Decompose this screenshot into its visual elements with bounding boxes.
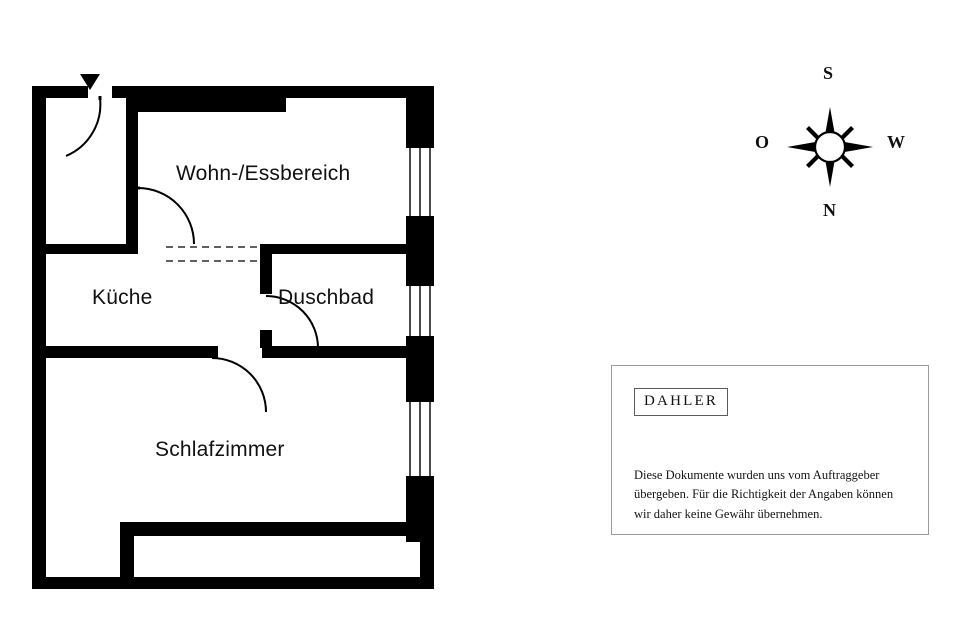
wall-interior-kitchen-top — [46, 244, 138, 254]
room-label-duschbad: Duschbad — [278, 286, 375, 309]
compass-label-north: N — [823, 200, 836, 220]
disclaimer-text: Diese Dokumente wurden uns vom Auftraggeber übergeben. Für die Richtigkeit der Angaben können wir daher keine Gewähr übernehmen. — [634, 468, 894, 521]
wall-interior-bath-left-upper — [260, 254, 272, 294]
wall-exterior-left — [32, 86, 46, 589]
room-label-schlafzimmer: Schlafzimmer — [155, 438, 285, 461]
wall-interior-bath-left-lower — [260, 330, 272, 348]
wall-exterior-top-left — [32, 86, 88, 98]
room-label-wohn-essbereich: Wohn-/Essbereich — [176, 162, 351, 185]
room-label-kueche: Küche — [92, 286, 153, 309]
compass-label-west: W — [887, 132, 905, 152]
door-swing-living — [138, 188, 194, 244]
wall-exterior-right-1 — [406, 86, 434, 148]
wall-interior-hall-right — [126, 98, 138, 250]
compass-label-south: S — [823, 63, 834, 83]
compass-label-east: O — [755, 132, 770, 152]
disclaimer-box — [611, 365, 929, 535]
wall-interior-bedroom-top-right — [262, 346, 406, 358]
wall-exterior-right-3 — [406, 336, 434, 402]
wall-interior-bedroom-top-left — [46, 346, 218, 358]
wall-top-thick-band — [126, 86, 286, 112]
wall-exterior-bottom-right — [420, 522, 434, 589]
wall-exterior-step-vertical — [120, 522, 134, 589]
door-swing-bedroom — [212, 358, 266, 412]
brand-logo-dahler: DAHLER — [634, 388, 728, 416]
wall-exterior-bottom — [32, 577, 434, 589]
wall-exterior-bottom-step — [120, 522, 434, 536]
opening-dashed-kitchen — [166, 247, 258, 261]
compass-center-circle — [815, 132, 845, 162]
window-group-right — [410, 148, 430, 476]
wall-exterior-right-2 — [406, 216, 434, 286]
door-swing-entrance — [66, 98, 100, 156]
compass-rose — [735, 55, 925, 235]
wall-interior-bath-top — [260, 244, 406, 254]
